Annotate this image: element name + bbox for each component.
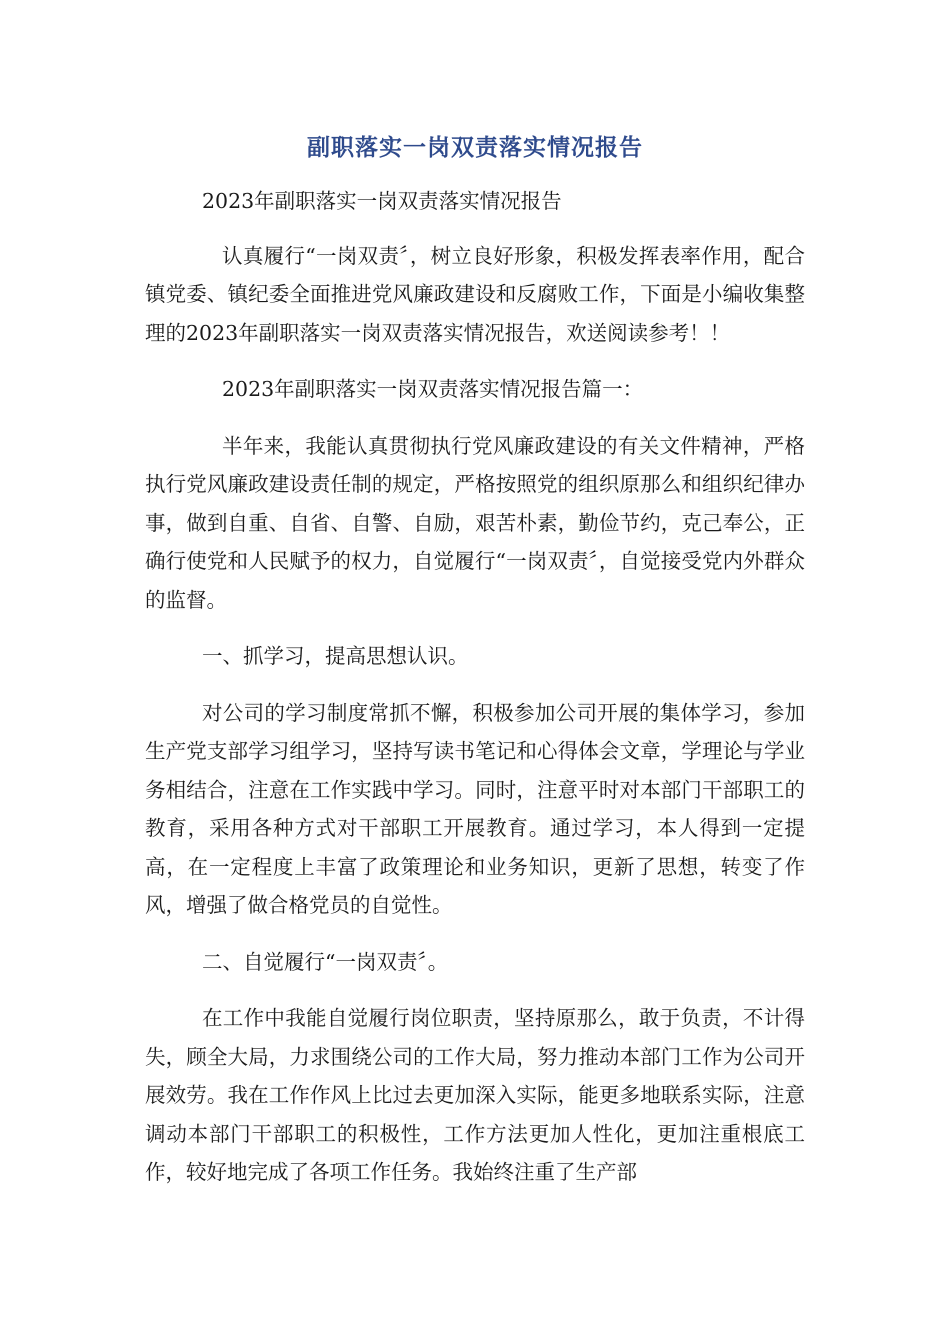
paragraph-2: 对公司的学习制度常抓不懈，积极参加公司开展的集体学习，参加生产党支部学习组学习，坚持写读书笔记和心得体会文章，学理论与学业务相结合，注意在工作实践中学习。同时，注意平时对本部门干部职工的教育，采用各种方式对干部职工开展教育。通过学习，本人得到一定提高，在一定程度上丰富了政策理论和业务知识，更新了思想，转变了作风，增强了做合格党员的自觉性。 bbox=[145, 700, 805, 917]
paragraph-3: 在工作中我能自觉履行岗位职责，坚持原那么，敢于负责，不计得失，顾全大局，力求围绕公司的工作大局，努力推动本部门工作为公司开展效劳。我在工作作风上比过去更加深入实际，能更多地联系实际，注意调动本部门干部职工的积极性，工作方法更加人性化，更加注重根底工作，较好地完成了各项工作任务。我始终注重了生产部 bbox=[145, 1006, 805, 1184]
section-heading: 2023年副职落实一岗双责落实情况报告篇一： bbox=[222, 377, 644, 401]
heading-2: 二、自觉履行“一岗双责〞。 bbox=[202, 949, 449, 974]
document-title: 副职落实一岗双责落实情况报告 bbox=[307, 135, 643, 161]
paragraph-1: 半年来，我能认真贯彻执行党风廉政建设的有关文件精神，严格执行党风廉政建设责任制的规定，严格按照党的组织原那么和组织纪律办事，做到自重、自省、自警、自励，艰苦朴素，勤俭节约，克己奉公，正确行使党和人民赋予的权力，自觉履行“一岗双责〞，自觉接受党内外群众的监督。 bbox=[145, 433, 805, 612]
heading-1: 一、抓学习，提高思想认识。 bbox=[202, 644, 469, 668]
document-subtitle: 2023年副职落实一岗双责落实情况报告 bbox=[202, 189, 562, 213]
document-page bbox=[145, 128, 805, 1210]
intro-paragraph: 认真履行“一岗双责〞，树立良好形象，积极发挥表率作用，配合镇党委、镇纪委全面推进党风廉政建设和反腐败工作，下面是小编收集整理的2023年副职落实一岗双责落实情况报告，欢送阅读参考！！ bbox=[145, 243, 805, 345]
